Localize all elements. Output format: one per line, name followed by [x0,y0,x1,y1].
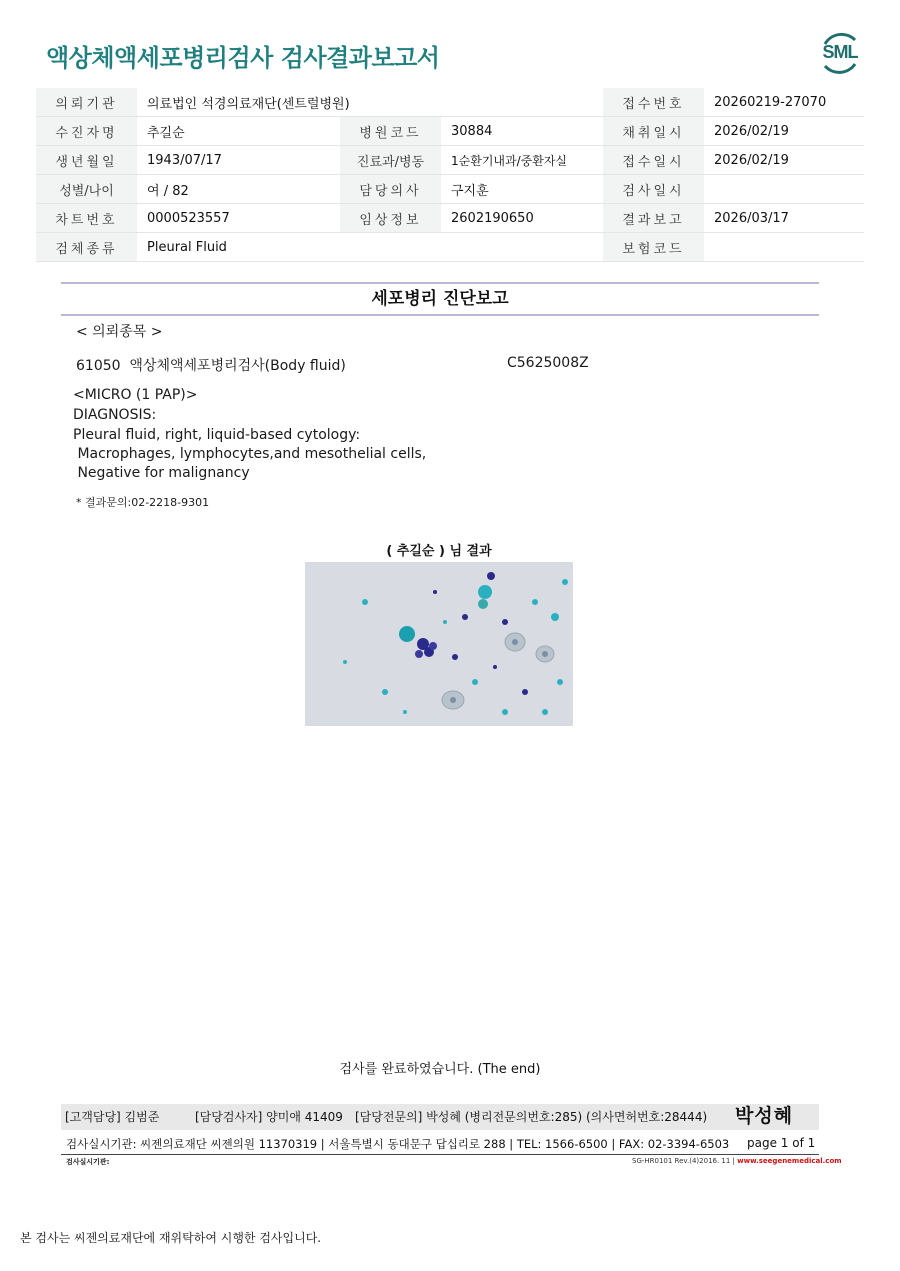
label-sex-age: 성별/나이 [36,175,137,204]
value-receipt-date: 2026/02/19 [704,146,864,175]
table-row [36,175,864,204]
test-id: C5625008Z [507,355,589,371]
label-collection-date: 채취일시 [603,117,704,146]
table-row [36,204,864,233]
small-org-label: 검사실시기관: [66,1158,110,1166]
footer-staff-bar [61,1104,819,1130]
label-hospital-code: 병원코드 [340,117,441,146]
table-row [36,146,864,175]
label-receipt-date: 접수일시 [603,146,704,175]
footer-rule [61,1154,819,1155]
logo-text: SML [822,42,858,62]
value-chart-number: 0000523557 [137,204,340,233]
label-result-report: 결과보고 [603,204,704,233]
label-clinical-info: 임상정보 [340,204,441,233]
technician: [담당검사자] 양미애 41409 [195,1110,343,1124]
label-department: 진료과/병동 [340,146,441,175]
label-requesting-institution: 의뢰기관 [36,88,137,117]
end-text: 검사를 완료하였습니다. (The end) [339,1062,541,1077]
value-sex-age: 여 / 82 [137,175,340,204]
label-chart-number: 차트번호 [36,204,137,233]
page-number: page 1 of 1 [747,1136,816,1150]
website-link[interactable]: www.seegenemedical.com [737,1157,842,1165]
diagnosis-heading: DIAGNOSIS: [73,407,157,423]
value-collection-date: 2026/02/19 [704,117,864,146]
table-row [36,233,864,262]
label-doctor: 담당의사 [340,175,441,204]
image-caption: ( 추길순 ) 님 결과 [386,544,492,559]
diagnosis-result: Negative for malignancy [73,465,250,481]
value-doctor: 구지훈 [441,175,603,204]
value-specimen-type: Pleural Fluid [137,233,603,262]
contact-info: * 결과문의:02-2218-9301 [76,496,210,509]
diagnosis-specimen: Pleural fluid, right, liquid-based cytology: [73,427,361,443]
cytology-photo-icon [305,562,573,726]
microscopy-image [305,562,573,726]
form-code [632,1157,842,1165]
value-requesting-institution: 의료법인 석경의료재단(센트럴병원) [137,88,603,117]
value-receipt-number: 20260219-27070 [704,88,864,117]
label-insurance-code: 보험코드 [603,233,704,262]
label-test-date: 검사일시 [603,175,704,204]
value-clinical-info: 2602190650 [441,204,603,233]
table-row [36,88,864,117]
request-heading: < 의뢰종목 > [76,324,163,340]
signature: 박성혜 [735,1105,794,1127]
specialist: [담당전문의] 박성혜 (병리전문의번호:285) (의사면허번호:28444) [355,1110,708,1124]
label-birth-date: 생년월일 [36,146,137,175]
test-code-name: 61050 액상체액세포병리검사(Body fluid) [76,358,346,374]
value-result-report: 2026/03/17 [704,204,864,233]
value-hospital-code: 30884 [441,117,603,146]
label-patient-name: 수진자명 [36,117,137,146]
report-title: 액상체액세포병리검사 검사결과보고서 [46,44,440,72]
label-specimen-type: 검체종류 [36,233,137,262]
diagnosis-cells: Macrophages, lymphocytes,and mesothelial cells, [73,446,427,462]
value-department: 1순환기내과/중환자실 [441,146,603,175]
consignment-note: 본 검사는 씨젠의료재단에 재위탁하여 시행한 검사입니다. [20,1231,322,1245]
value-birth-date: 1943/07/17 [137,146,340,175]
patient-info-table [36,88,864,262]
table-row [36,117,864,146]
testing-organization: 검사실시기관: 씨젠의료재단 씨젠의원 11370319 | 서울특별시 동대문구 답십리로 288 | TEL: 1566-6500 | FAX: 02-3394-6503 [66,1137,730,1151]
sml-logo [817,30,863,76]
customer-contact: [고객담당] 김범준 [65,1110,160,1124]
value-patient-name: 추길순 [137,117,340,146]
micro-line: <MICRO (1 PAP)> [73,387,198,403]
value-insurance-code [704,233,864,262]
form-code-text: SG-HR0101 Rev.(4)2016. 11 | [632,1157,735,1165]
label-receipt-number: 접수번호 [603,88,704,117]
section-title: 세포병리 진단보고 [61,282,819,316]
value-test-date [704,175,864,204]
